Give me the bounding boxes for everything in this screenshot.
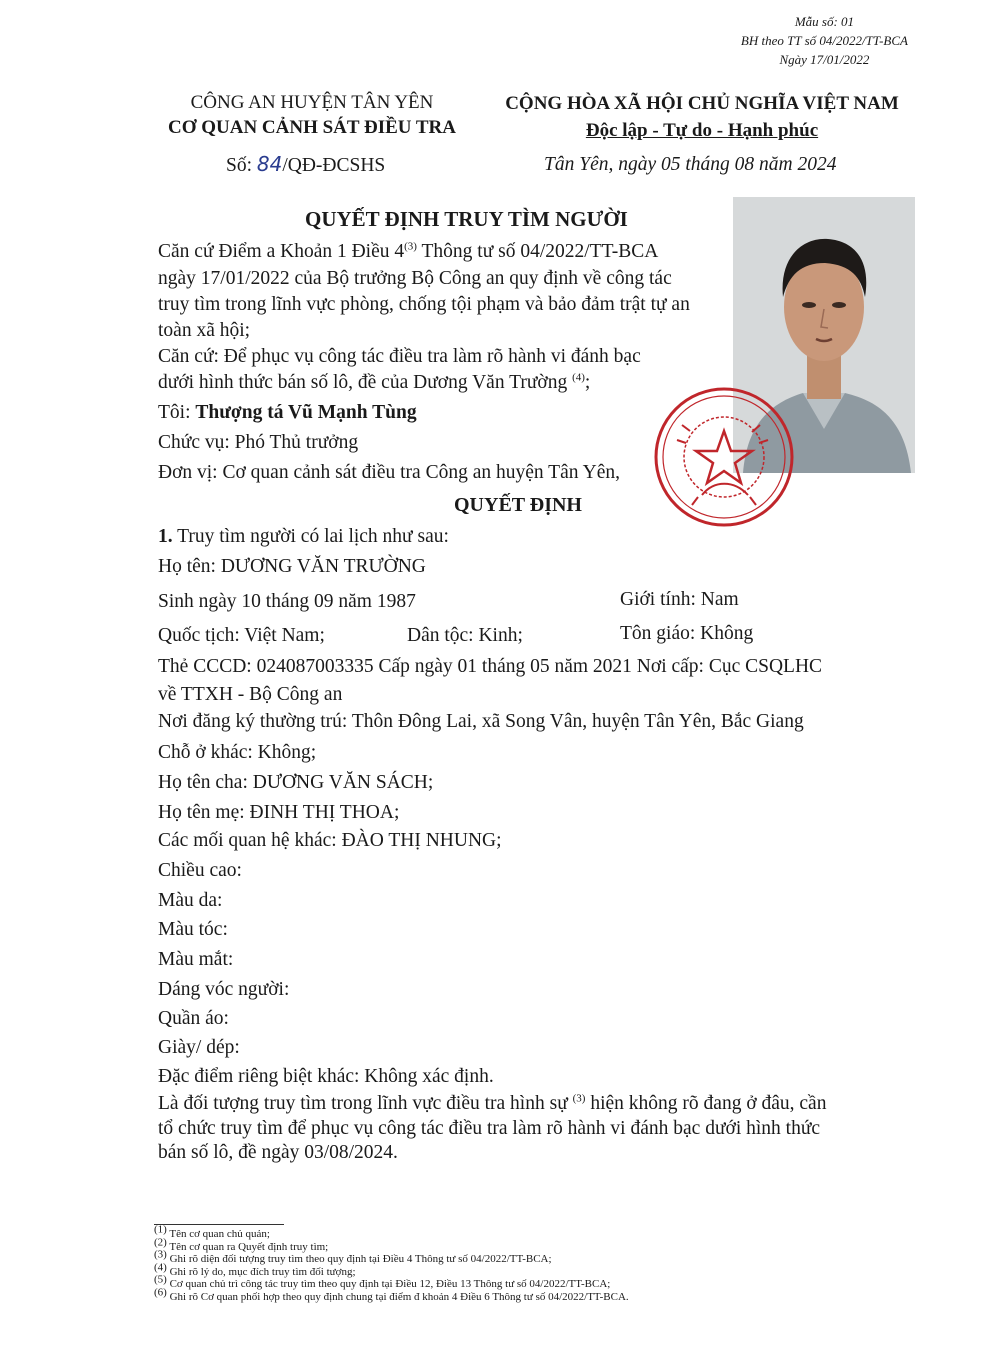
basis-line3: truy tìm trong lĩnh vực phòng, chống tội phạm và bảo đảm trật tự an [158,294,690,315]
document-title: QUYẾT ĐỊNH TRUY TÌM NGƯỜI [305,207,628,231]
national-motto: Độc lập - Tự do - Hạnh phúc [585,120,819,141]
agency-line2: CƠ QUAN CẢNH SÁT ĐIỀU TRA [167,117,457,138]
person-marks: Đặc điểm riêng biệt khác: Không xác định. [158,1066,494,1087]
decision-number [226,152,385,177]
basis-line2: ngày 17/01/2022 của Bộ trưởng Bộ Công an quy định về công tác [158,268,672,289]
basis-line5: Căn cứ: Để phục vụ công tác điều tra làm rõ hành vi đánh bạc [158,346,641,367]
official-seal-icon [652,385,797,530]
person-skin: Màu da: [158,890,223,911]
person-id-line1: Thẻ CCCD: 024087003335 Cấp ngày 01 tháng 05 năm 2021 Nơi cấp: Cục CSQLHC [158,656,823,677]
footnote-1: (1) Tên cơ quan chủ quản; [154,1223,270,1240]
basis-line1 [158,241,658,263]
officer-name: Thượng tá Vũ Mạnh Tùng [195,402,417,423]
person-relations: Các mối quan hệ khác: ĐÀO THỊ NHUNG; [158,830,502,851]
person-other-address: Chỗ ở khác: Không; [158,742,317,763]
decision-number-suffix: /QĐ-ĐCSHS [282,155,386,176]
decision-heading: QUYẾT ĐỊNH [454,494,582,516]
footnote-4: (4) Ghi rõ lý do, mục đích truy tìm đối tượng; [154,1260,356,1278]
officer-unit: Đơn vị: Cơ quan cảnh sát điều tra Công an huyện Tân Yên, [158,462,620,483]
person-religion: Tôn giáo: Không [620,623,754,644]
form-issued-by: BH theo TT số 04/2022/TT-BCA [740,33,908,48]
conclusion-line1 [158,1093,826,1115]
person-nationality: Quốc tịch: Việt Nam; [158,625,325,646]
decision-number-handwritten: 84 [256,152,283,176]
footnote-3: (3) Ghi rõ diện đối tượng truy tìm theo quy định tại Điều 4 Thông tư số 04/2022/TT-BCA; [154,1248,552,1265]
officer-position: Chức vụ: Phó Thủ trưởng [158,432,359,453]
basis-line6 [158,372,590,394]
item-1-text: Truy tìm người có lai lịch như sau: [172,526,449,547]
person-eyes: Màu mắt: [158,949,234,970]
footnote-ref-3b: (3) [572,1092,586,1105]
national-header [492,90,912,144]
agency-header [158,90,466,140]
person-height: Chiều cao: [158,860,242,881]
officer-label: Tôi: [158,402,196,423]
person-clothes: Quần áo: [158,1008,229,1029]
person-mother: Họ tên mẹ: ĐINH THỊ THOA; [158,802,400,823]
person-gender: Giới tính: Nam [620,589,739,610]
country-name: CỘNG HÒA XÃ HỘI CHỦ NGHĨA VIỆT NAM [505,93,899,114]
item-1-number: 1. [158,526,173,547]
person-ethnicity: Dân tộc: Kinh; [407,625,523,646]
footnote-5: (5) Cơ quan chủ trì công tác truy tìm theo quy định tại Điều 12, Điều 13 Thông tư số 04/2022/TT-BCA; [154,1273,611,1290]
footnote-6: (6) Ghi rõ Cơ quan phối hợp theo quy định chung tại điểm đ khoản 4 Điều 6 Thông tư số 04/2022/TT-BCA. [154,1285,629,1303]
footnote-divider [154,1224,284,1225]
footnote-ref-3: (3) [404,240,417,253]
officer-line [158,402,417,424]
basis-line6b: ; [584,372,591,393]
basis-line4: toàn xã hội; [158,320,251,341]
conclusion-line1b: hiện không rõ đang ở đâu, cần [585,1093,827,1114]
form-date: Ngày 17/01/2022 [779,52,870,67]
footnotes [154,1223,629,1303]
person-father: Họ tên cha: DƯƠNG VĂN SÁCH; [158,772,434,793]
conclusion-line1a: Là đối tượng truy tìm trong lĩnh vực điều tra hình sự [158,1093,573,1114]
decision-number-prefix: Số: [226,155,257,176]
form-number: Mẫu số: 01 [794,14,855,29]
basis-line6a: dưới hình thức bán số lô, đề của Dương Văn Trường [158,372,573,393]
footnote-2: (2) Tên cơ quan ra Quyết định truy tìm; [154,1235,329,1253]
conclusion-line3: bán số lô, đề ngày 03/08/2024. [158,1142,398,1163]
person-id-line2: về TTXH - Bộ Công an [158,684,343,705]
person-hair: Màu tóc: [158,919,228,940]
person-shoes: Giày/ dép: [158,1037,240,1058]
footnote-ref-4: (4) [572,371,585,384]
form-meta [741,12,908,69]
person-dob: Sinh ngày 10 tháng 09 năm 1987 [158,591,416,612]
agency-line1: CÔNG AN HUYỆN TÂN YÊN [190,92,434,113]
item-1 [158,526,449,548]
person-name: Họ tên: DƯƠNG VĂN TRƯỜNG [158,556,426,577]
person-residence: Nơi đăng ký thường trú: Thôn Đông Lai, xã Song Vân, huyện Tân Yên, Bắc Giang [158,711,804,732]
basis-line1a: Căn cứ Điểm a Khoản 1 Điều 4 [158,241,405,262]
place-date: Tân Yên, ngày 05 tháng 08 năm 2024 [544,154,837,175]
basis-line1b: Thông tư số 04/2022/TT-BCA [416,241,659,262]
conclusion-line2: tổ chức truy tìm để phục vụ công tác điều tra làm rõ hành vi đánh bạc dưới hình thức [158,1118,821,1139]
person-build: Dáng vóc người: [158,979,290,1000]
